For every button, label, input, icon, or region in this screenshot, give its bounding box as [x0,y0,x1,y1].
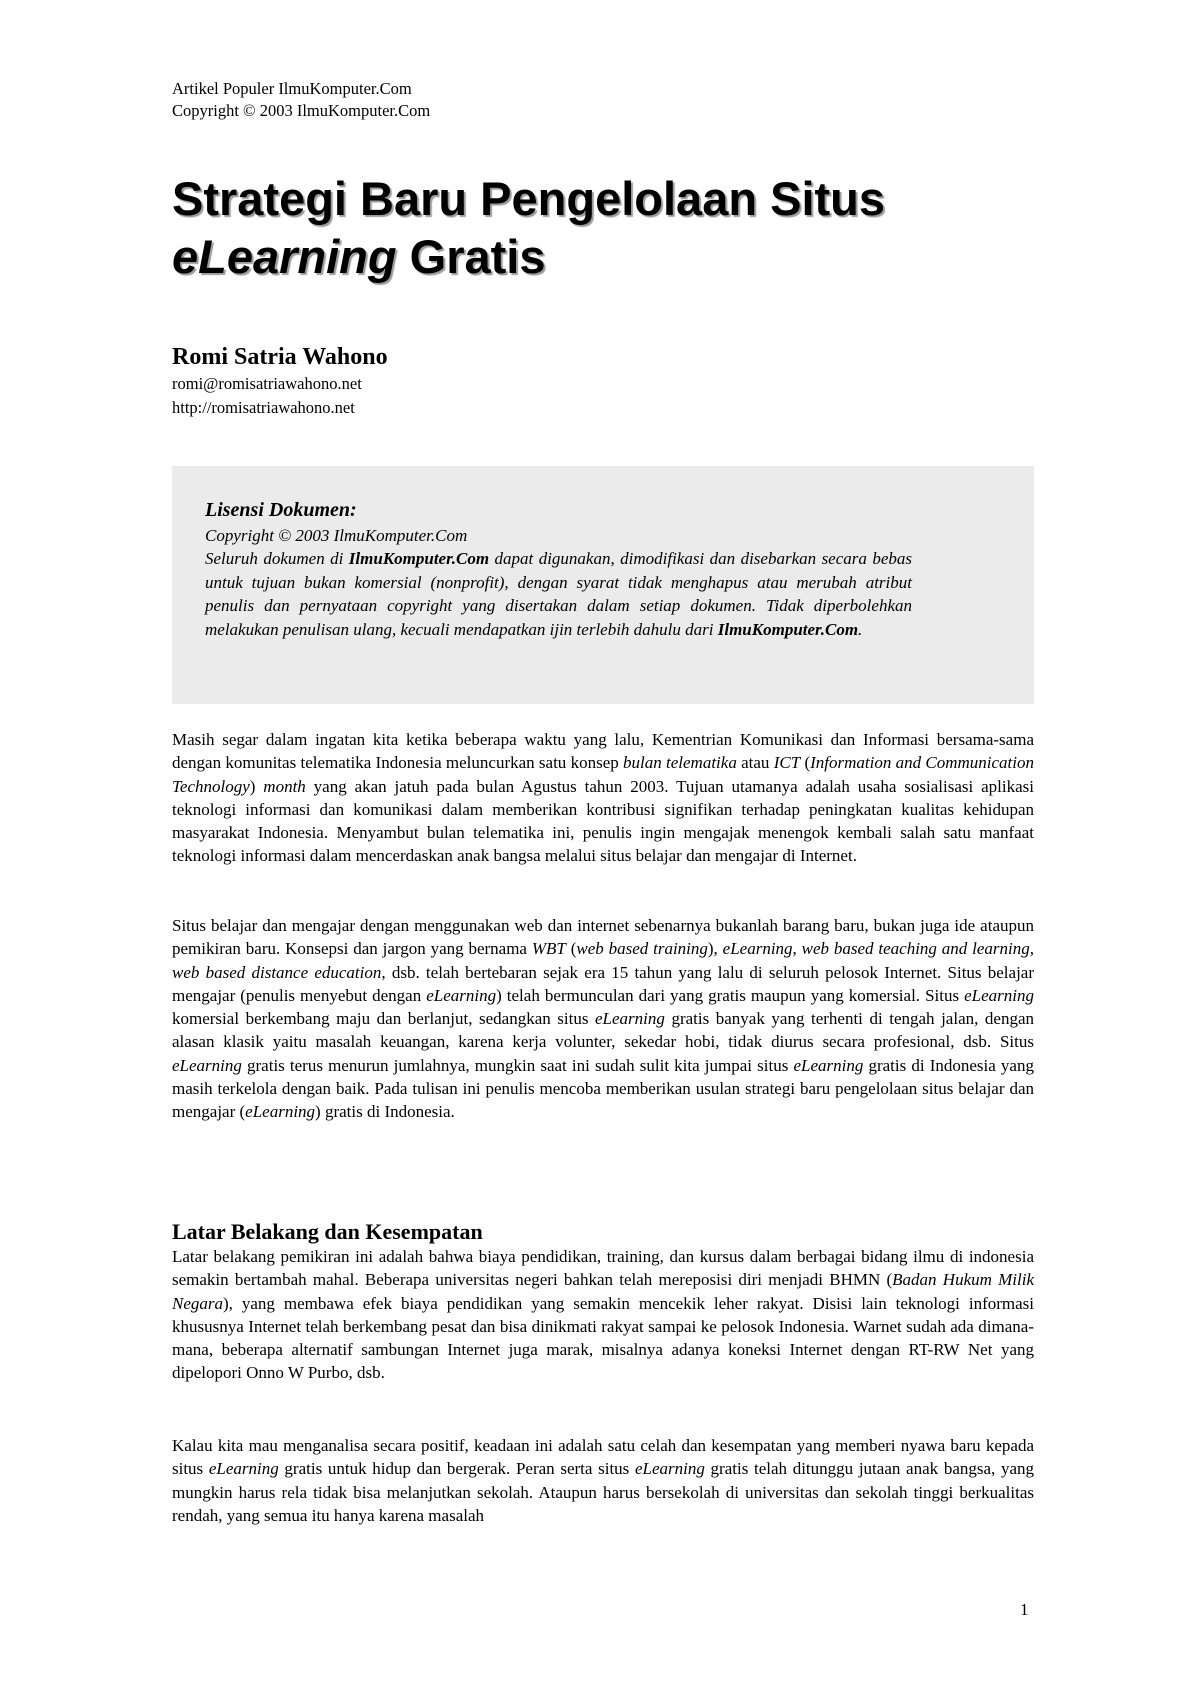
document-title [172,170,1072,286]
author-url[interactable]: http://romisatriawahono.net [172,398,355,417]
license-text-part: dapat digunakan, dimodifikasi dan disebarkan secara bebas untuk tujuan bukan komersial (nonprofit), dengan syarat tidak menghapus atau merubah atribut penulis dan pernyataan copyright yang disertakan dalam setiap dokumen. Tidak diperbolehkan melakukan penulisan ulang, kecuali mendapatkan ijin terlebih dahulu dari [205,549,912,639]
license-copyright: Copyright © 2003 IlmuKomputer.Com [205,526,468,545]
header-line-2: Copyright © 2003 IlmuKomputer.Com [172,101,431,120]
title-line-1: Strategi Baru Pengelolaan Situs [172,172,886,225]
author-name: Romi Satria Wahono [172,344,388,370]
license-text [205,547,912,641]
title-line-2 [172,228,1072,286]
license-site-name: IlmuKomputer.Com [348,549,490,569]
header-line-1: Artikel Populer IlmuKomputer.Com [172,79,412,98]
page-number: 1 [1020,1600,1029,1619]
section-heading: Latar Belakang dan Kesempatan [172,1219,483,1244]
title-italic-word: eLearning [172,230,397,283]
license-box [172,466,1034,704]
paragraph-2: Situs belajar dan mengajar dengan menggunakan web dan internet sebenarnya bukanlah barang baru, bukan juga ide ataupun pemikiran baru. Konsepsi dan jargon yang bernama WBT (web based training), eLearning, web based teaching and learning, web based distance education, dsb. telah bertebaran sejak era 15 tahun yang lalu di seluruh pelosok Internet. Situs belajar mengajar (penulis menyebut dengan eLearning) telah bermunculan dari yang gratis maupun yang komersial. Situs eLearning komersial berkembang maju dan berlanjut, sedangkan situs eLearning gratis banyak yang terhenti di tengah jalan, dengan alasan klasik yaitu masalah keuangan, karena kerja volunter, sekedar hobi, tidak diurus secara profesional, dsb. Situs eLearning gratis terus menurun jumlahnya, mungkin saat ini sudah sulit kita jumpai situs eLearning gratis di Indonesia yang masih terkelola dengan baik. Pada tulisan ini penulis mencoba memberikan usulan strategi baru pengelolaan situs belajar dan mengajar (eLearning) gratis di Indonesia. [172,916,1034,1122]
paragraph-3: Latar belakang pemikiran ini adalah bahwa biaya pendidikan, training, dan kursus dalam berbagai bidang ilmu di indonesia semakin bertambah mahal. Beberapa universitas negeri bahkan telah mereposisi diri menjadi BHMN (Badan Hukum Milik Negara), yang membawa efek biaya pendidikan yang semakin mencekik leher rakyat. Disisi lain teknologi informasi khususnya Internet telah berkembang pesat dan bisa dinikmati rakyat sampai ke pelosok Indonesia. Warnet sudah ada dimana-mana, beberapa alternatif sambungan Internet juga marak, misalnya adanya koneksi Internet dengan RT-RW Net yang dipelopori Onno W Purbo, dsb. [172,1247,1035,1383]
license-site-name: IlmuKomputer.Com [717,619,859,639]
paragraph-4: Kalau kita mau menganalisa secara positif, keadaan ini adalah satu celah dan kesempatan yang memberi nyawa baru kepada situs eLearning gratis untuk hidup dan bergerak. Peran serta situs eLearning gratis telah ditunggu jutaan anak bangsa, yang mungkin harus rela tidak bisa melanjutkan sekolah. Ataupun harus bersekolah di universitas dan sekolah tinggi berkualitas rendah, yang semua itu hanya karena masalah [172,1436,1034,1525]
author-email[interactable]: romi@romisatriawahono.net [172,374,362,393]
license-text-part: . [858,619,863,639]
license-text-part: Seluruh dokumen di [205,549,349,569]
running-header [172,78,430,122]
license-title: Lisensi Dokumen: [205,499,357,521]
title-rest: Gratis [396,230,546,283]
paragraph-1: Masih segar dalam ingatan kita ketika beberapa waktu yang lalu, Kementrian Komunikasi dan Informasi bersama-sama dengan komunitas telematika Indonesia meluncurkan satu konsep bulan telematika atau ICT (Information and Communication Technology) month yang akan jatuh pada bulan Agustus tahun 2003. Tujuan utamanya adalah usaha sosialisasi aplikasi teknologi informasi dan komunikasi dalam memberikan kontribusi signifikan terhadap peningkatan kualitas kehidupan masyarakat Indonesia. Menyambut bulan telematika ini, penulis ingin mengajak menengok kembali salah satu manfaat teknologi informasi dalam mencerdaskan anak bangsa melalui situs belajar dan mengajar di Internet. [172,730,1034,866]
author-block [172,342,388,420]
